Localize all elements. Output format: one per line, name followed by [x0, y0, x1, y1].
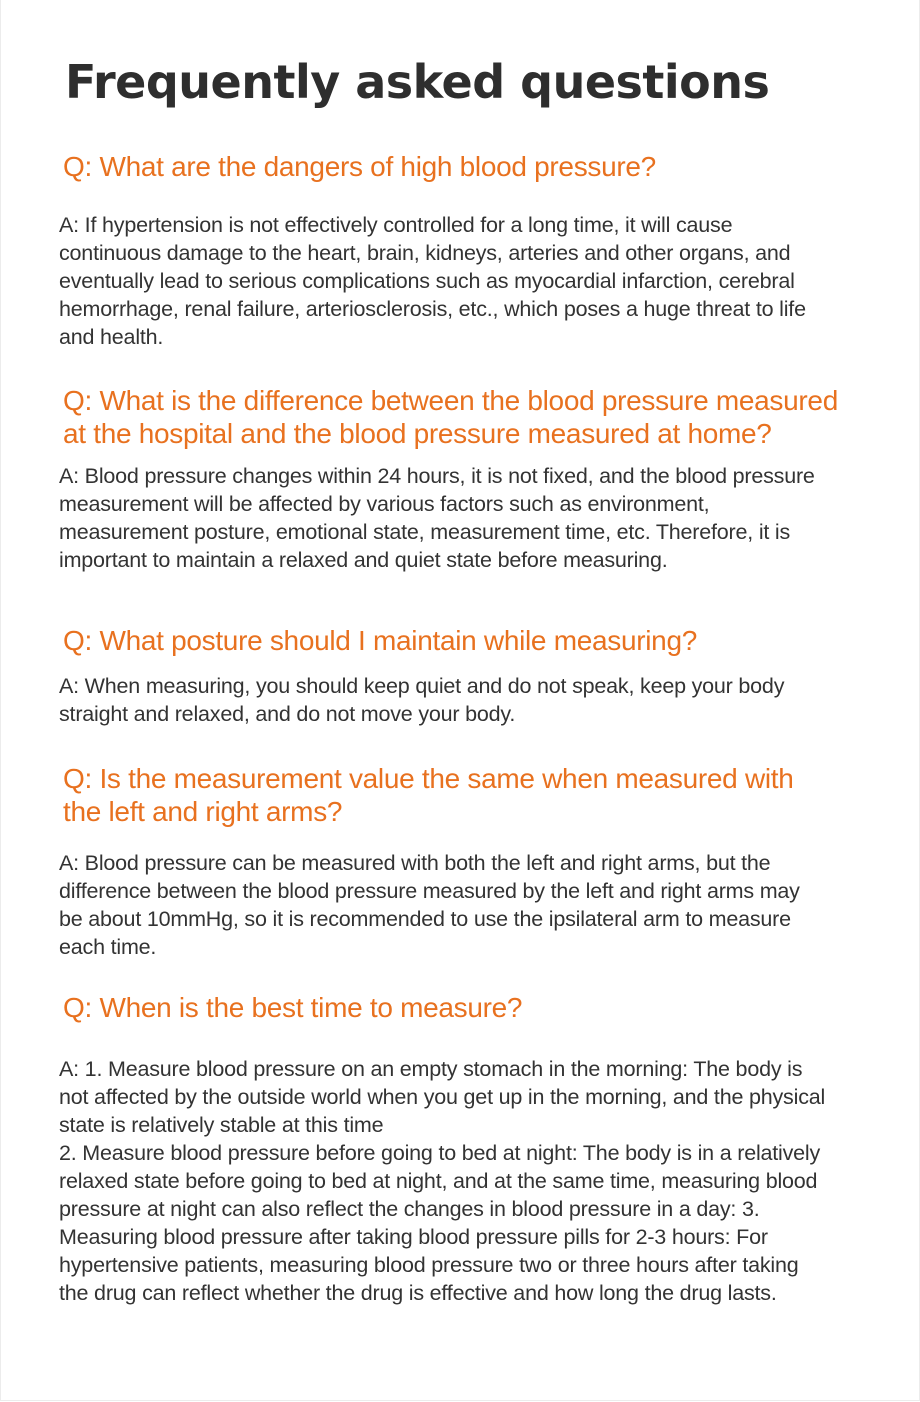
faq-answer-posture: [59, 672, 911, 728]
faq-question-left-right-arms: [63, 762, 913, 828]
answer-line: difference between the blood pressure measured by the left and right arms may: [59, 879, 800, 903]
faq-question-hospital-vs-home: [63, 384, 913, 450]
answer-line: A: 1. Measure blood pressure on an empty stomach in the morning: The body is: [59, 1057, 803, 1081]
faq-answer-hospital-vs-home: [59, 462, 911, 574]
answer-line: continuous damage to the heart, brain, kidneys, arteries and other organs, and: [59, 241, 791, 265]
answer-line: not affected by the outside world when you get up in the morning, and the physical: [59, 1085, 826, 1109]
answer-line: important to maintain a relaxed and quiet state before measuring.: [59, 548, 668, 572]
answer-line: hypertensive patients, measuring blood pressure two or three hours after taking: [59, 1253, 799, 1277]
answer-line: straight and relaxed, and do not move your body.: [59, 702, 516, 726]
answer-line: A: If hypertension is not effectively controlled for a long time, it will cause: [59, 213, 733, 237]
answer-line: Measuring blood pressure after taking blood pressure pills for 2-3 hours: For: [59, 1225, 768, 1249]
answer-line: eventually lead to serious complications such as myocardial infarction, cerebral: [59, 269, 795, 293]
question-line: at the hospital and the blood pressure measured at home?: [63, 418, 772, 449]
answer-line: pressure at night can also reflect the changes in blood pressure in a day: 3.: [59, 1197, 760, 1221]
answer-line: relaxed state before going to bed at night, and at the same time, measuring blood: [59, 1169, 818, 1193]
answer-line: A: Blood pressure changes within 24 hours, it is not fixed, and the blood pressure: [59, 464, 815, 488]
answer-line: state is relatively stable at this time: [59, 1113, 384, 1137]
question-line: Q: What is the difference between the blood pressure measured: [63, 385, 838, 416]
question-line: the left and right arms?: [63, 796, 343, 827]
faq-answer-best-time: [59, 1055, 911, 1307]
answer-line: A: When measuring, you should keep quiet and do not speak, keep your body: [59, 674, 785, 698]
answer-line: 2. Measure blood pressure before going to bed at night: The body is in a relatively: [59, 1141, 821, 1165]
answer-line: the drug can reflect whether the drug is effective and how long the drug lasts.: [59, 1281, 777, 1305]
answer-line: measurement posture, emotional state, measurement time, etc. Therefore, it is: [59, 520, 791, 544]
answer-line: be about 10mmHg, so it is recommended to use the ipsilateral arm to measure: [59, 907, 791, 931]
answer-line: and health.: [59, 325, 164, 349]
answer-line: measurement will be affected by various factors such as environment,: [59, 492, 710, 516]
answer-line: A: Blood pressure can be measured with both the left and right arms, but the: [59, 851, 771, 875]
answer-line: hemorrhage, renal failure, arteriosclerosis, etc., which poses a huge threat to life: [59, 297, 806, 321]
faq-question-posture: Q: What posture should I maintain while measuring?: [63, 625, 697, 656]
question-line: Q: Is the measurement value the same when measured with: [63, 763, 794, 794]
faq-answer-dangers: [59, 211, 911, 351]
page-title: Frequently asked questions: [65, 55, 770, 109]
answer-line: each time.: [59, 935, 157, 959]
faq-question-best-time: Q: When is the best time to measure?: [63, 992, 523, 1023]
faq-answer-left-right-arms: [59, 849, 911, 961]
faq-question-dangers: Q: What are the dangers of high blood pressure?: [63, 151, 656, 182]
